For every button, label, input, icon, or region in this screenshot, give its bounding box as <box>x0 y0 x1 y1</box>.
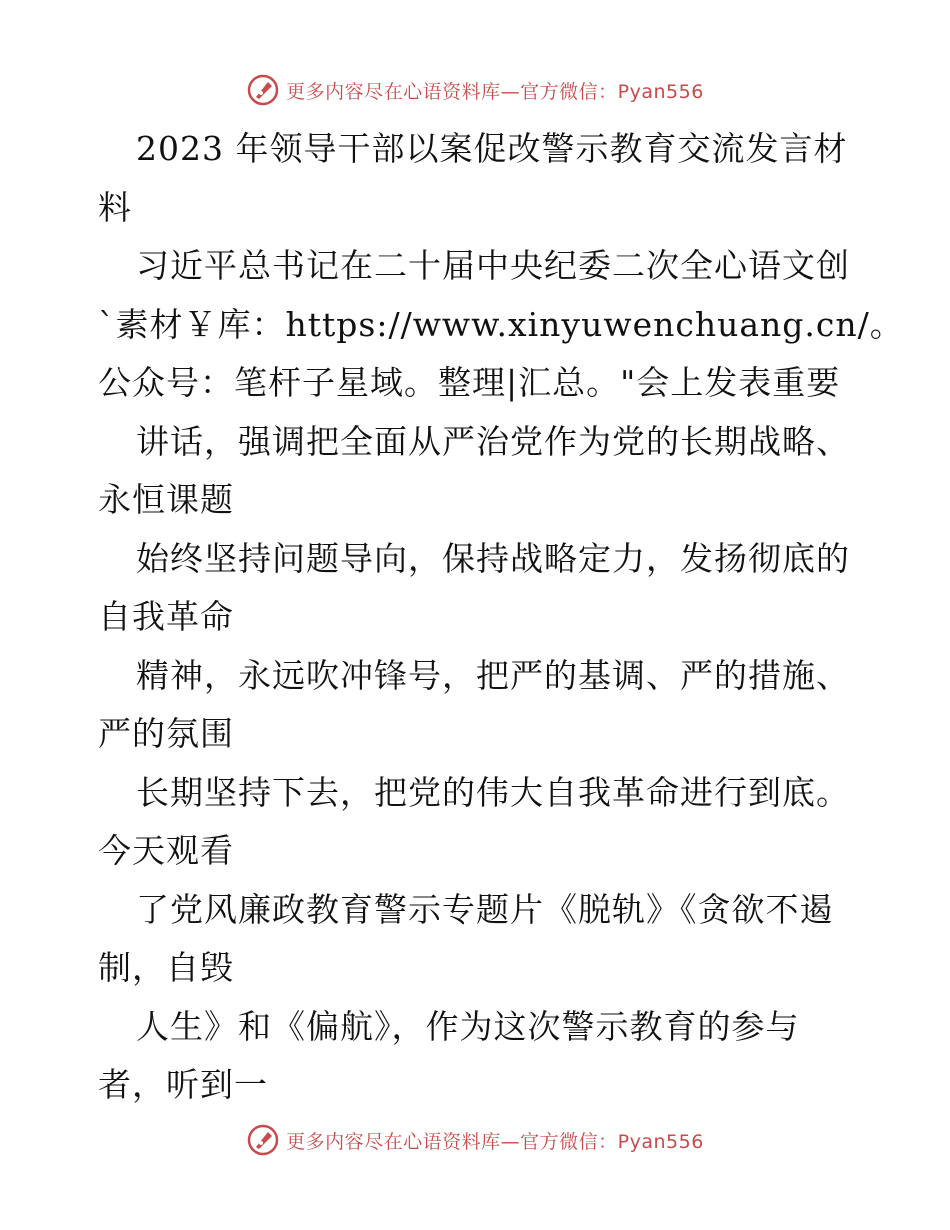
paragraph-line: 严的氛围 <box>98 714 234 753</box>
paragraph-line: 永恒课题 <box>98 480 234 519</box>
paragraph-line: `素材￥库：https://www.xinyuwenchuang.cn/。 <box>98 304 904 344</box>
paragraph-line: 今天观看 <box>98 831 234 870</box>
paragraph-line: 讲话，强调把全面从严治党作为党的长期战略、 <box>136 421 850 461</box>
paragraph-line: 始终坚持问题导向，保持战略定力，发扬彻底的 <box>136 538 850 578</box>
paragraph-line: 自我革命 <box>98 597 234 636</box>
paragraph-line: 习近平总书记在二十届中央纪委二次全心语文创 <box>136 246 850 285</box>
paragraph-line: 人生》和《偏航》，作为这次警示教育的参与 <box>136 1006 800 1046</box>
document-body <box>98 120 904 1115</box>
pen-nib-logo-icon <box>246 1123 280 1157</box>
watermark-banner-bottom <box>0 1120 950 1160</box>
paragraph-line: 者，听到一 <box>98 1065 268 1104</box>
watermark-banner-top <box>0 70 950 110</box>
paragraph-line: 制，自毁 <box>98 948 234 987</box>
watermark-text: 更多内容尽在心语资料库—官方微信：Pyan556 <box>286 80 704 103</box>
paragraph-line: 精神，永远吹冲锋号，把严的基调、严的措施、 <box>136 655 850 695</box>
paragraph-line: 公众号：笔杆子星域。整理|汇总。"会上发表重要 <box>98 363 841 402</box>
paragraph-line: 长期坚持下去，把党的伟大自我革命进行到底。 <box>136 772 850 812</box>
title-line-1: 2023 年领导干部以案促改警示教育交流发言材 <box>136 129 848 168</box>
paragraph-line: 了党风廉政教育警示专题片《脱轨》《贪欲不遏 <box>136 889 834 929</box>
pen-nib-logo-icon <box>246 73 280 107</box>
title-line-2: 料 <box>98 187 132 227</box>
watermark-text: 更多内容尽在心语资料库—官方微信：Pyan556 <box>286 1130 704 1153</box>
